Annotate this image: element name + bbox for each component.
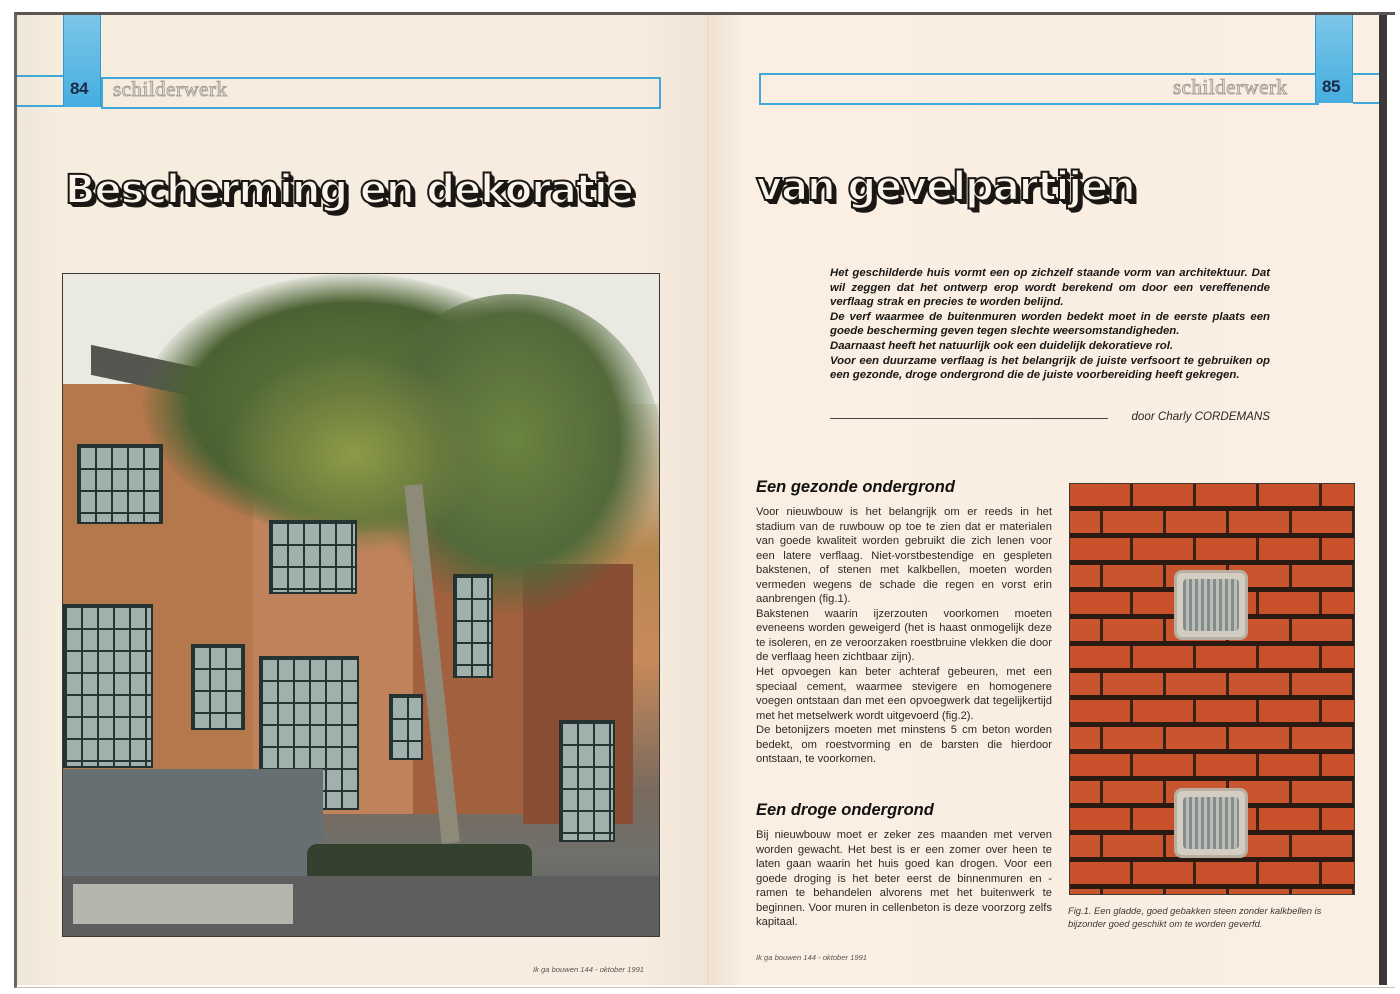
page-edge bbox=[1379, 15, 1387, 985]
byline-rule bbox=[830, 418, 1108, 419]
brick-wall-photo bbox=[1069, 483, 1355, 895]
body-paragraph: Bij nieuwbouw moet er zeker zes maanden met verven worden gewacht. Het best is er een zomer over heen te laten gaan waarin het huis goed kan drogen. Voor een goede droging is het beter eerst de binnenmuren en -ramen te behandelen alvorens met het buitenwerk te beginnen. Voor muren in cellenbeton is deze voorzorg zelfs kapitaal. bbox=[756, 829, 1052, 929]
page-number: 84 bbox=[70, 79, 88, 98]
intro-paragraph: Daarnaast heeft het natuurlijk ook een duidelijk dekoratieve rol. bbox=[830, 339, 1174, 352]
body-paragraph: De betonijzers moeten met minstens 5 cm beton worden bedekt, om roestvorming en de barsten die hierdoor ontstaan, te voorkomen. bbox=[756, 724, 1052, 766]
author-byline: door Charly CORDEMANS bbox=[1131, 410, 1270, 423]
section-body bbox=[756, 828, 1052, 930]
header-rule bbox=[17, 75, 63, 77]
figure-caption: Fig.1. Een gladde, goed gebakken steen zonder kalkbellen is bijzonder goed geschikt om te worden geverfd. bbox=[1068, 905, 1322, 929]
glass-block bbox=[1174, 788, 1248, 858]
building-facade-photo bbox=[62, 273, 660, 937]
header-rule bbox=[17, 105, 63, 107]
intro-paragraph: Voor een duurzame verflaag is het belangrijk de juiste verfsoort te gebruiken op een gezonde, droge ondergrond die de juiste voorbereiding heeft gekregen. bbox=[830, 354, 1270, 382]
section-heading: Een gezonde ondergrond bbox=[756, 478, 955, 496]
page-number: 85 bbox=[1322, 77, 1340, 96]
page-footer: Ik ga bouwen 144 - oktober 1991 bbox=[533, 965, 645, 974]
page-title: Bescherming en dekoratie bbox=[65, 167, 633, 213]
intro-paragraph: Het geschilderde huis vormt een op zichzelf staande vorm van architektuur. Dat wil zeggen dat het ontwerp erop wordt berekend om door een vereffenende verflaag strak en precies te worden belijnd. bbox=[830, 267, 1270, 309]
article-intro bbox=[830, 266, 1270, 383]
left-page bbox=[17, 15, 711, 985]
section-label: schilderwerk bbox=[1173, 75, 1288, 99]
section-label: schilderwerk bbox=[113, 77, 228, 101]
page-footer: Ik ga bouwen 144 - oktober 1991 bbox=[756, 953, 868, 962]
intro-paragraph: De verf waarmee de buitenmuren worden bedekt moet in de eerste plaats een goede bescherming geven tegen slechte weersomstandigheden. bbox=[830, 310, 1270, 338]
glass-block bbox=[1174, 570, 1248, 640]
byline-row bbox=[830, 408, 1270, 424]
page-title-continued: van gevelpartijen bbox=[756, 164, 1135, 210]
section-heading: Een droge ondergrond bbox=[756, 801, 934, 819]
body-paragraph: Het opvoegen kan beter achteraf gebeuren, met een speciaal cement, waarmee stevigere en homogenere voegen ontstaan dan met een opvoegwerk dat tegelijkertijd met het metselwerk wordt uitgevoerd (fig.2). bbox=[756, 666, 1052, 722]
body-paragraph: Voor nieuwbouw is het belangrijk om er reeds in het stadium van de ruwbouw op toe te zien dat er materialen van goede kwaliteit worden gebruikt die zich lenen voor een latere verflaag. Niet-vorstbestendige en gespleten bakstenen, of stenen met kalkbellen, moeten worden vermeden wegens de schade die regen en vorst erin aanbrengen (fig.1). bbox=[756, 506, 1052, 606]
body-paragraph: Bakstenen waarin ijzerzouten voorkomen moeten eveneens worden geweigerd (het is haast onmogelijk deze te isoleren, en ze veroorzaken roestbruine vlekken die door de verflaag heen zichtbaar zijn). bbox=[756, 607, 1052, 664]
section-body bbox=[756, 505, 1052, 767]
